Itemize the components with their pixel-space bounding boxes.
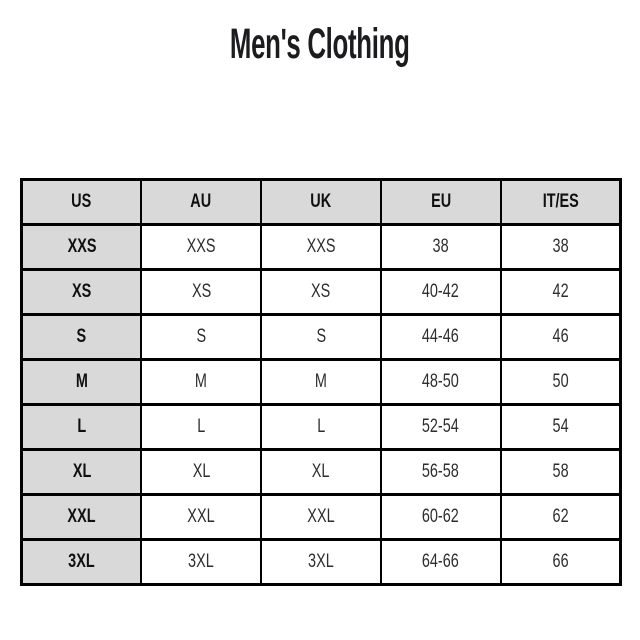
size-cell (261, 450, 381, 495)
size-value: L (316, 416, 326, 437)
page-title-text: Men's Clothing (230, 20, 410, 68)
size-cell (261, 495, 381, 540)
size-value: 64-66 (422, 551, 460, 572)
size-chart-table (20, 178, 622, 586)
size-value: XXS (186, 236, 216, 257)
table-row-xxs (22, 225, 621, 270)
page-title (0, 20, 640, 69)
table-row-3xl (22, 540, 621, 585)
row-header-cell (22, 270, 142, 315)
size-value: M (75, 371, 88, 392)
row-header-cell (22, 540, 142, 585)
size-cell (141, 495, 261, 540)
row-header-cell (22, 450, 142, 495)
size-cell (261, 360, 381, 405)
header-cell-eu (381, 180, 501, 225)
table-row-xxl (22, 495, 621, 540)
size-cell (141, 405, 261, 450)
size-cell (261, 315, 381, 360)
size-cell (381, 540, 501, 585)
size-cell (501, 540, 621, 585)
header-cell-us (22, 180, 142, 225)
size-value: XXL (307, 506, 335, 527)
size-value: M (195, 371, 208, 392)
size-value: XS (311, 281, 331, 302)
size-value: 50 (552, 371, 569, 392)
size-cell (261, 540, 381, 585)
size-value: 44-46 (422, 326, 460, 347)
size-value: M (314, 371, 328, 392)
size-cell (141, 450, 261, 495)
size-cell (501, 405, 621, 450)
size-value: S (76, 326, 87, 347)
size-value: 58 (552, 461, 569, 482)
size-value: S (196, 326, 207, 347)
size-value: 3XL (68, 551, 95, 572)
size-value: S (316, 326, 326, 347)
table-row-m (22, 360, 621, 405)
size-value: L (197, 416, 206, 437)
size-cell (141, 225, 261, 270)
size-cell (141, 270, 261, 315)
size-cell (501, 315, 621, 360)
size-value: 42 (552, 281, 569, 302)
size-cell (261, 270, 381, 315)
size-cell (501, 270, 621, 315)
size-value: 60-62 (422, 506, 460, 527)
table-body (22, 225, 621, 585)
size-value: 62 (552, 506, 569, 527)
size-value: XXS (67, 236, 97, 257)
table-header-row (22, 180, 621, 225)
size-cell (141, 315, 261, 360)
size-value: XS (72, 281, 92, 302)
row-header-cell (22, 360, 142, 405)
size-value: XXL (187, 506, 215, 527)
table-row-xl (22, 450, 621, 495)
size-cell (381, 315, 501, 360)
row-header-cell (22, 225, 142, 270)
row-header-cell (22, 495, 142, 540)
size-value: 54 (552, 416, 569, 437)
size-value: 38 (552, 236, 569, 257)
header-label: UK (310, 191, 332, 212)
size-value: 40-42 (422, 281, 460, 302)
size-value: 38 (432, 236, 449, 257)
row-header-cell (22, 405, 142, 450)
header-label: US (71, 191, 92, 212)
size-value: XL (192, 461, 211, 482)
size-cell (381, 360, 501, 405)
table-row-xs (22, 270, 621, 315)
size-cell (141, 360, 261, 405)
size-cell (501, 450, 621, 495)
table-row-l (22, 405, 621, 450)
header-cell-au (141, 180, 261, 225)
size-cell (381, 405, 501, 450)
size-cell (381, 225, 501, 270)
size-value: 56-58 (422, 461, 460, 482)
size-cell (381, 450, 501, 495)
size-value: 3XL (188, 551, 215, 572)
header-label: AU (190, 191, 212, 212)
table-head (22, 180, 621, 225)
size-value: XL (312, 461, 330, 482)
header-cell-uk (261, 180, 381, 225)
size-cell (381, 270, 501, 315)
size-cell (381, 495, 501, 540)
table-row-s (22, 315, 621, 360)
size-value: XL (72, 461, 91, 482)
size-cell (501, 225, 621, 270)
header-label: IT/ES (542, 191, 579, 212)
size-cell (261, 405, 381, 450)
header-cell-ites (501, 180, 621, 225)
header-label: EU (430, 191, 451, 212)
size-value: XXL (67, 506, 96, 527)
size-value: 48-50 (422, 371, 460, 392)
size-value: 46 (552, 326, 569, 347)
size-value: XXS (306, 236, 336, 257)
size-value: XS (191, 281, 211, 302)
size-value: L (77, 416, 87, 437)
size-value: 66 (552, 551, 569, 572)
size-value: 52-54 (422, 416, 460, 437)
size-value: 3XL (308, 551, 334, 572)
size-cell (141, 540, 261, 585)
size-cell (501, 360, 621, 405)
size-cell (501, 495, 621, 540)
size-cell (261, 225, 381, 270)
row-header-cell (22, 315, 142, 360)
